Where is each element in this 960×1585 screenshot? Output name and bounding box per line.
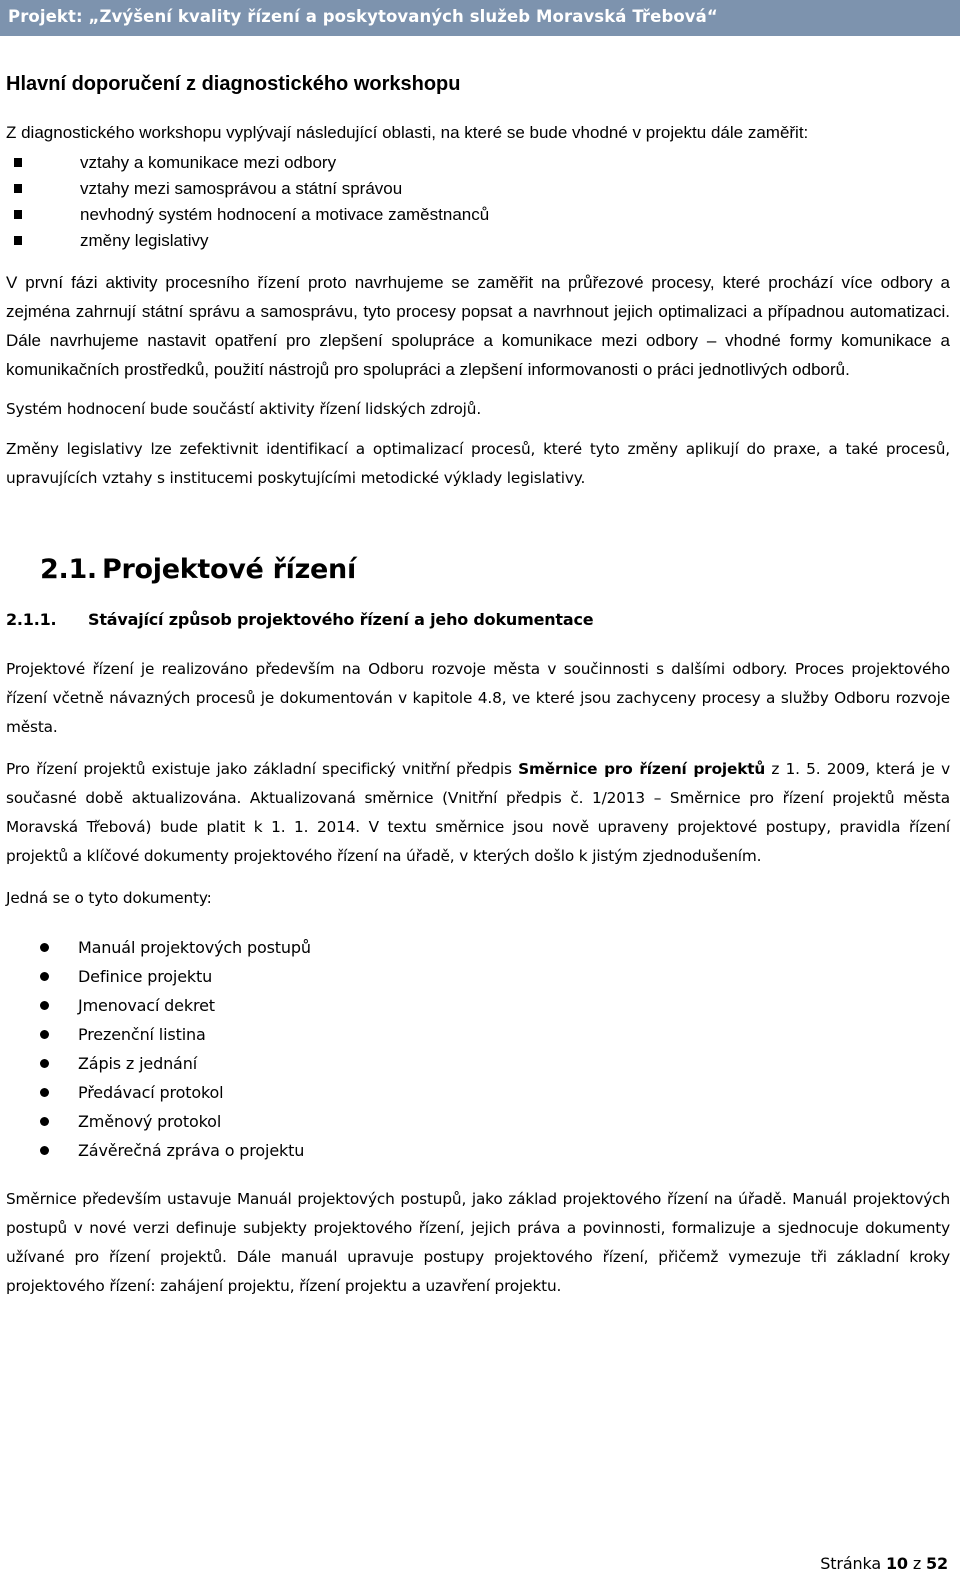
list-item: Změnový protokol — [6, 1107, 950, 1136]
page-content — [6, 72, 950, 1301]
paragraph: Pro řízení projektů existuje jako základní specifický vnitřní předpis Směrnice pro řízení projektů z 1. 5. 2009, která je v současné době aktualizována. Aktualizovaná směrnice (Vnitřní předpis č. 1/2013 – Směrnice pro řízení projektů města Moravská Třebová) bude platit k 1. 1. 2014. V textu směrnice jsou nově upraveny projektové postupy, pravidla řízení projektů a klíčové dokumenty projektového řízení na úřadě, v kterých došlo k jistým zjednodušením. — [6, 760, 950, 865]
subchapter-heading — [6, 607, 950, 633]
list-item: Předávací protokol — [6, 1078, 950, 1107]
list-item: změny legislativy — [6, 228, 950, 254]
bullet-icon — [40, 1001, 49, 1010]
section-intro: Z diagnostického workshopu vyplývají následující oblasti, na které se bude vhodné v projektu dále zaměřit: — [6, 123, 809, 142]
bullet-icon — [40, 943, 49, 952]
list-item: Zápis z jednání — [6, 1049, 950, 1078]
chapter-number: 2.1. — [40, 554, 97, 585]
documents-list — [6, 933, 950, 1165]
bullet-icon — [40, 1088, 49, 1097]
bullet-icon — [40, 1059, 49, 1068]
section-heading: Hlavní doporučení z diagnostického workshopu — [6, 73, 461, 95]
list-item: Manuál projektových postupů — [6, 933, 950, 962]
list-item: Jmenovací dekret — [6, 991, 950, 1020]
list-item: Prezenční listina — [6, 1020, 950, 1049]
paragraph: Systém hodnocení bude součástí aktivity řízení lidských zdrojů. — [6, 400, 482, 418]
bullet-icon — [40, 972, 49, 981]
list-item: Závěrečná zpráva o projektu — [6, 1136, 950, 1165]
square-bullet-icon — [14, 184, 22, 193]
chapter-title: Projektové řízení — [102, 554, 356, 585]
document-header — [0, 0, 960, 36]
list-item: vztahy mezi samosprávou a státní správou — [6, 176, 950, 202]
list-item: vztahy a komunikace mezi odbory — [6, 150, 950, 176]
paragraph: Projektové řízení je realizováno především na Odboru rozvoje města v součinnosti s dalšími odbory. Proces projektového řízení včetně návazných procesů je dokumentován v kapitole 4.8, ve které jsou zachyceny procesy a služby Odboru rozvoje města. — [6, 660, 950, 736]
bullet-icon — [40, 1117, 49, 1126]
paragraph: V první fázi aktivity procesního řízení proto navrhujeme se zaměřit na průřezové procesy, které prochází více odbory a zejména zahrnují státní správu a samosprávu, tyto procesy popsat a navrhnout jejich optimalizaci a případnou automatizaci. Dále navrhujeme nastavit opatření pro zlepšení spolupráce a komunikace mezi odbory – vhodné formy komunikace a komunikačních prostředků, použití nástrojů pro spolupráci a zlepšení informovanosti o práci jednotlivých odborů. — [6, 273, 950, 379]
square-bullet-icon — [14, 236, 22, 245]
bullet-icon — [40, 1030, 49, 1039]
subchapter-title: Stávající způsob projektového řízení a jeho dokumentace — [88, 610, 594, 629]
page-number: Stránka 10 z 52 — [820, 1554, 948, 1573]
paragraph: Změny legislativy lze zefektivnit identifikací a optimalizací procesů, které tyto změny aplikují do praxe, a také procesů, upravujících vztahy s institucemi poskytujícími metodické výklady legislativy. — [6, 440, 950, 487]
directive-name: Směrnice pro řízení projektů — [518, 760, 766, 778]
list-item: Definice projektu — [6, 962, 950, 991]
square-bullet-icon — [14, 210, 22, 219]
paragraph: Jedná se o tyto dokumenty: — [6, 889, 212, 907]
square-bullet-icon — [14, 158, 22, 167]
subchapter-number: 2.1.1. — [6, 610, 57, 629]
header-title: Projekt: „Zvýšení kvality řízení a poskytovaných služeb Moravská Třebová“ — [8, 7, 718, 26]
list-item: nevhodný systém hodnocení a motivace zaměstnanců — [6, 202, 950, 228]
bullet-icon — [40, 1146, 49, 1155]
paragraph: Směrnice především ustavuje Manuál projektových postupů, jako základ projektového řízení na úřadě. Manuál projektových postupů v nové verzi definuje subjekty projektového řízení, jejich práva a povinnosti, formalizuje a sjednocuje dokumenty užívané pro řízení projektů. Dále manuál upravuje postupy projektového řízení, přičemž vymezuje tři základní kroky projektového řízení: zahájení projektu, řízení projektu a uzavření projektu. — [6, 1190, 950, 1295]
areas-list — [6, 150, 950, 254]
chapter-heading — [6, 553, 950, 587]
